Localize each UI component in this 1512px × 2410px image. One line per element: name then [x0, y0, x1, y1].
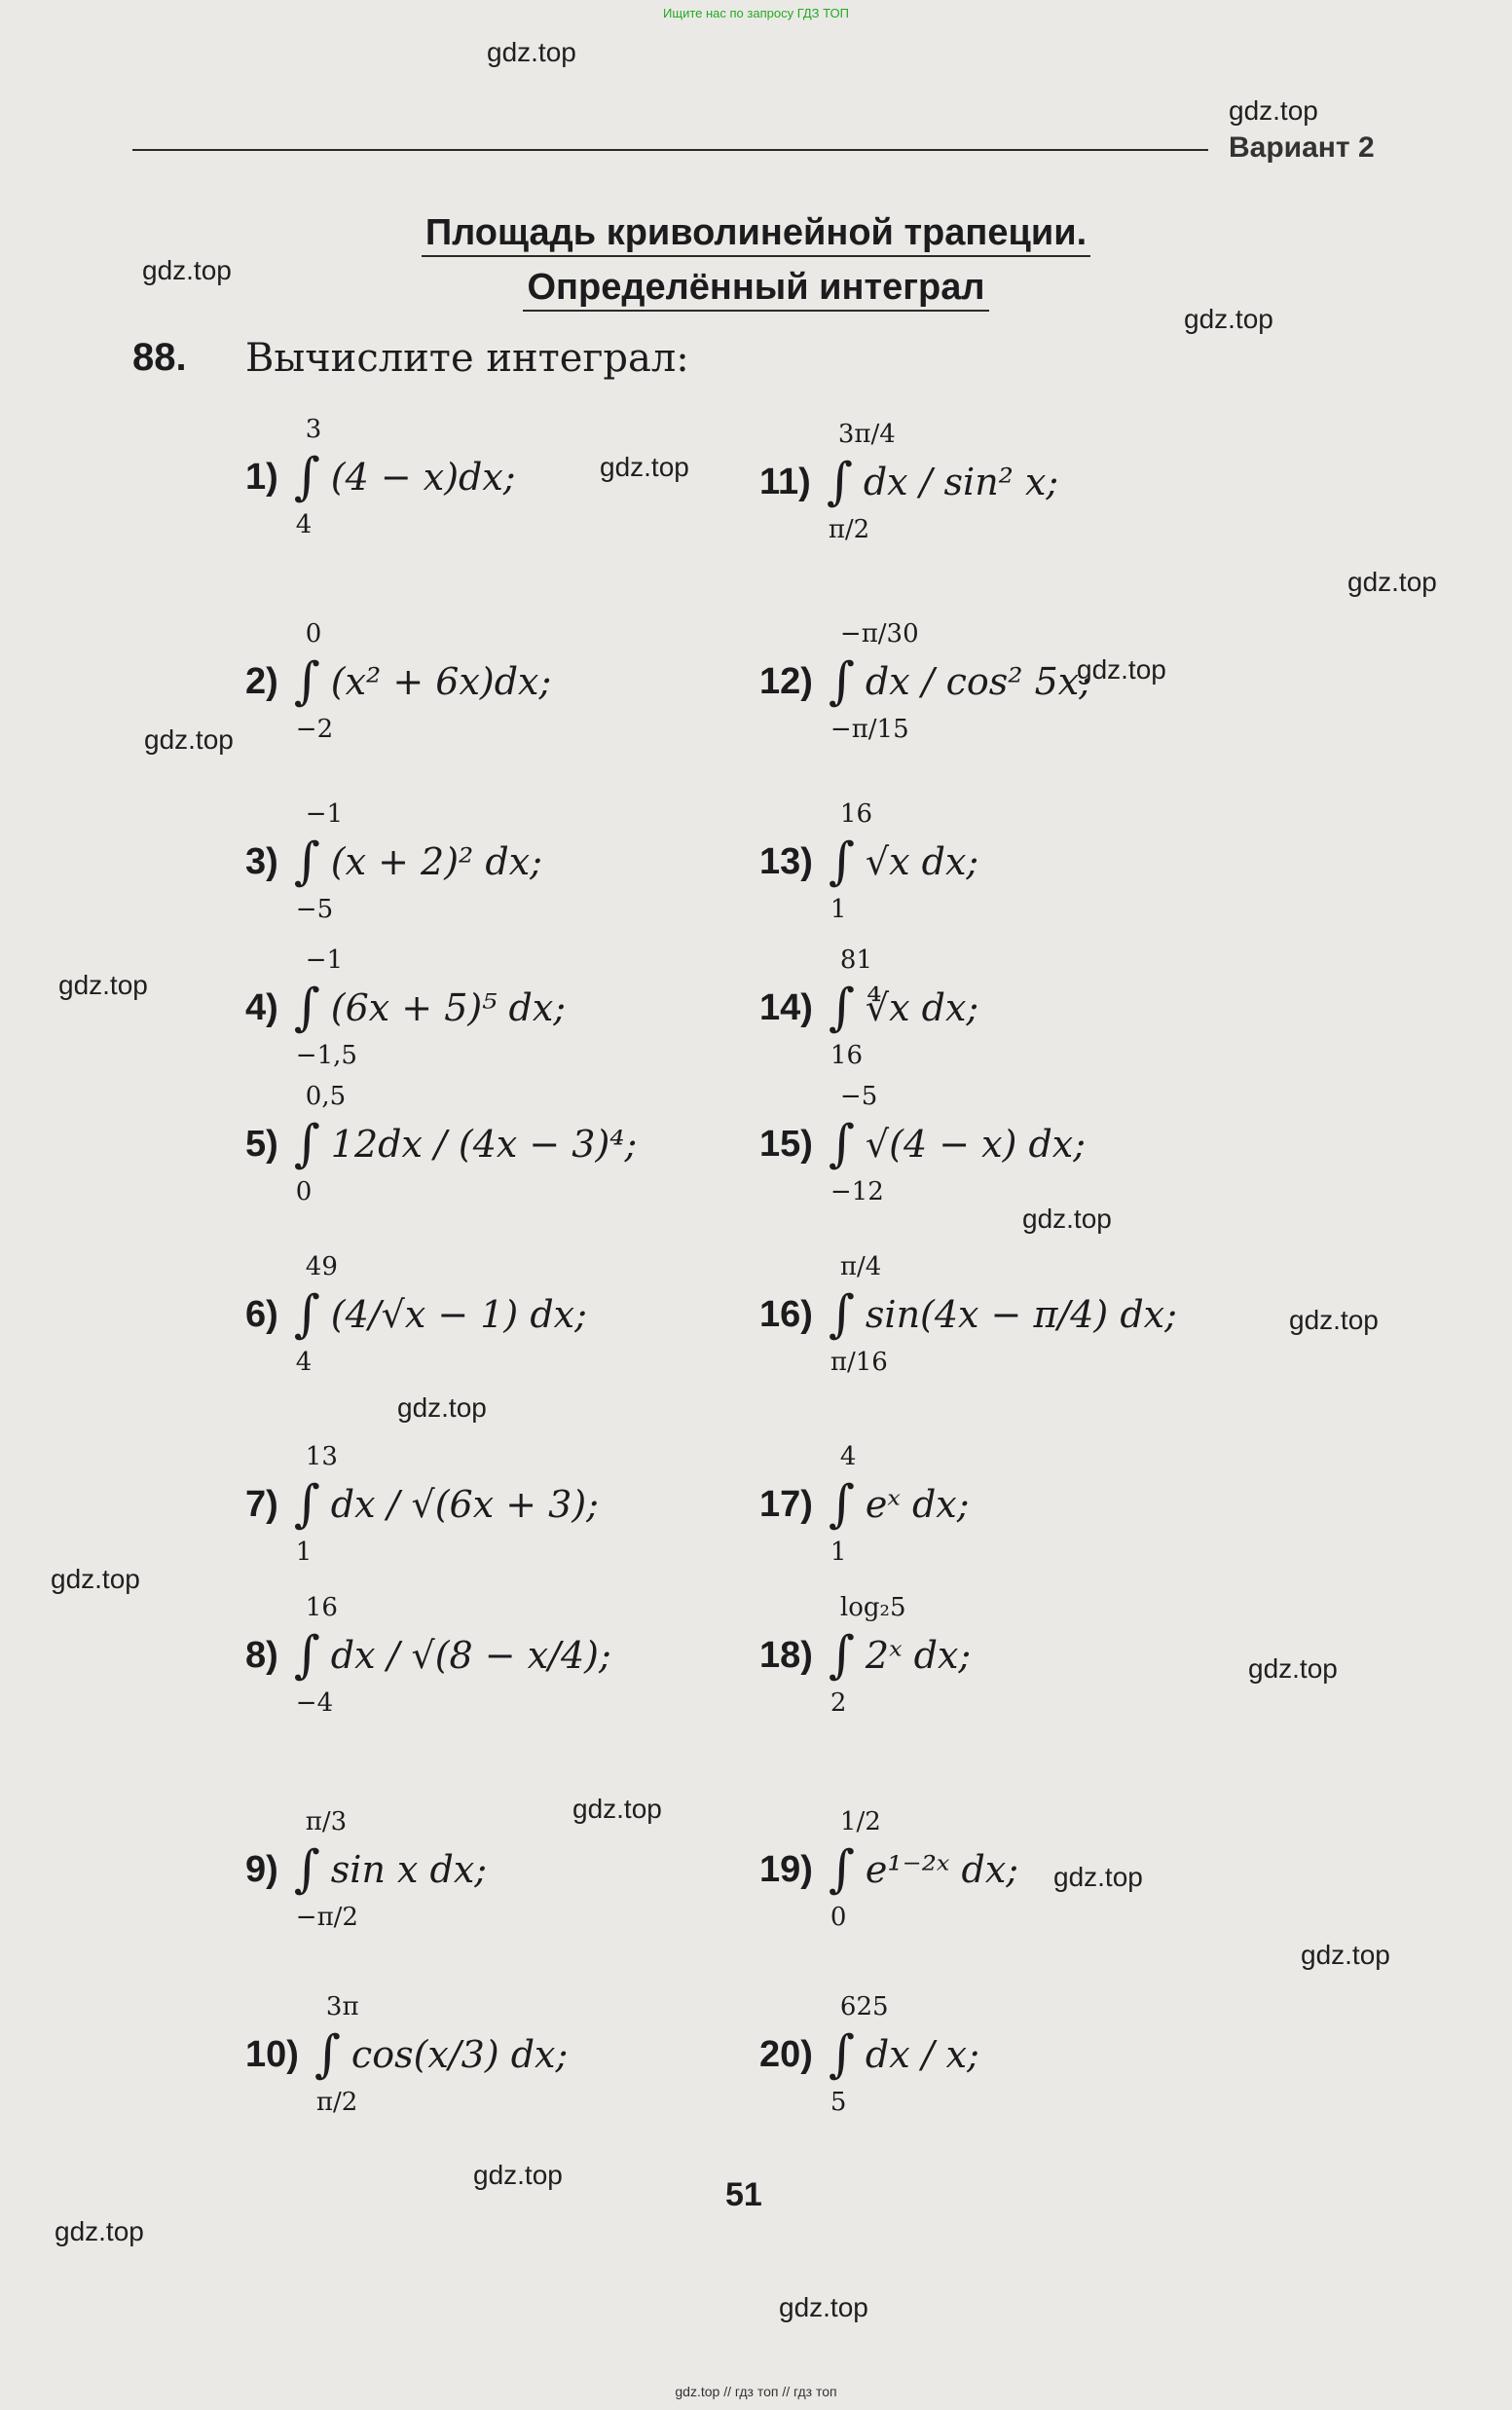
- watermark: gdz.top: [144, 724, 234, 755]
- exercise-item: 1) 3 ∫ 4 (4 − x)dx;: [245, 415, 516, 539]
- exercise-item: 7) 13 ∫ 1 dx / √(6x + 3);: [245, 1442, 599, 1567]
- exercise-item: 8) 16 ∫ −4 dx / √(8 − x/4);: [245, 1593, 611, 1718]
- watermark: gdz.top: [1301, 1940, 1390, 1970]
- watermark: gdz.top: [1184, 304, 1273, 334]
- integral-sign: 3π/4 ∫ π/2: [826, 420, 896, 544]
- watermark: gdz.top: [1053, 1862, 1143, 1892]
- integral-sign: 49 ∫ 4: [293, 1252, 338, 1377]
- section-title-line-1: Площадь криволинейной трапеции.: [0, 212, 1512, 254]
- task-text: Вычислите интеграл:: [245, 336, 689, 381]
- integral-sign: 1/2 ∫ 0: [828, 1807, 881, 1932]
- watermark: gdz.top: [473, 2160, 563, 2190]
- exercise-item: 16) π/4 ∫ π/16 sin(4x − π/4) dx;: [759, 1252, 1177, 1377]
- exercise-item: 5) 0,5 ∫ 0 12dx / (4x − 3)⁴;: [245, 1082, 638, 1206]
- exercise-item: 15) −5 ∫ −12 √(4 − x) dx;: [759, 1082, 1087, 1206]
- integral-sign: −1 ∫ −5: [293, 799, 344, 924]
- watermark: gdz.top: [397, 1392, 487, 1423]
- integral-sign: −5 ∫ −12: [828, 1082, 884, 1206]
- header-rule: [132, 149, 1208, 151]
- exercise-item: 17) 4 ∫ 1 eˣ dx;: [759, 1442, 970, 1567]
- watermark: gdz.top: [142, 255, 232, 285]
- exercise-item: 6) 49 ∫ 4 (4/√x − 1) dx;: [245, 1252, 587, 1377]
- integral-sign: 16 ∫ −4: [293, 1593, 338, 1718]
- exercise-item: 4) −1 ∫ −1,5 (6x + 5)⁵ dx;: [245, 945, 567, 1070]
- integral-sign: 81 ∫ 16: [828, 945, 873, 1070]
- watermark: gdz.top: [1347, 567, 1437, 597]
- watermark: gdz.top: [1248, 1653, 1338, 1684]
- watermark: gdz.top: [1077, 654, 1166, 685]
- exercise-item: 9) π/3 ∫ −π/2 sin x dx;: [245, 1807, 488, 1932]
- top-banner: Ищите нас по запросу ГДЗ ТОП: [663, 6, 849, 20]
- integral-sign: 3 ∫ 4: [293, 415, 322, 539]
- watermark: gdz.top: [600, 452, 689, 482]
- bottom-banner: gdz.top // гдз топ // гдз топ: [675, 2384, 837, 2399]
- watermark: gdz.top: [51, 1564, 140, 1594]
- exercise-item: 3) −1 ∫ −5 (x + 2)² dx;: [245, 799, 542, 924]
- exercise-item: 20) 625 ∫ 5 dx / x;: [759, 1992, 979, 2117]
- exercise-item: 18) log₂5 ∫ 2 2ˣ dx;: [759, 1593, 972, 1718]
- integral-sign: −1 ∫ −1,5: [293, 945, 357, 1070]
- integral-sign: 3π ∫ π/2: [313, 1992, 359, 2117]
- integral-sign: −π/30 ∫ −π/15: [828, 619, 919, 744]
- variant-label: Вариант 2: [1229, 131, 1375, 164]
- exercise-item: 10) 3π ∫ π/2 cos(x/3) dx;: [245, 1992, 569, 2117]
- page-number: 51: [725, 2176, 762, 2213]
- watermark: gdz.top: [55, 2216, 144, 2246]
- integral-sign: 16 ∫ 1: [828, 799, 873, 924]
- integral-sign: π/4 ∫ π/16: [828, 1252, 888, 1377]
- watermark: gdz.top: [1229, 95, 1318, 126]
- integral-sign: 0 ∫ −2: [293, 619, 334, 744]
- integral-sign: 0,5 ∫ 0: [293, 1082, 347, 1206]
- watermark: gdz.top: [487, 37, 576, 67]
- integral-sign: π/3 ∫ −π/2: [293, 1807, 358, 1932]
- watermark: gdz.top: [779, 2292, 868, 2322]
- exercise-item: 11) 3π/4 ∫ π/2 dx / sin² x;: [759, 420, 1059, 544]
- integral-sign: 625 ∫ 5: [828, 1992, 889, 2117]
- watermark: gdz.top: [1289, 1305, 1379, 1335]
- exercise-item: 19) 1/2 ∫ 0 e¹⁻²ˣ dx;: [759, 1807, 1019, 1932]
- watermark: gdz.top: [58, 970, 148, 1000]
- section-title-line-2: Определённый интеграл: [0, 267, 1512, 309]
- integral-sign: 13 ∫ 1: [293, 1442, 338, 1567]
- integral-sign: 4 ∫ 1: [828, 1442, 857, 1567]
- task-number: 88.: [132, 336, 187, 379]
- watermark: gdz.top: [572, 1794, 662, 1824]
- watermark: gdz.top: [1022, 1204, 1112, 1234]
- exercise-item: 14) 81 ∫ 16 ∜x dx;: [759, 945, 979, 1070]
- exercise-item: 13) 16 ∫ 1 √x dx;: [759, 799, 979, 924]
- integral-sign: log₂5 ∫ 2: [828, 1593, 906, 1718]
- exercise-item: 12) −π/30 ∫ −π/15 dx / cos² 5x;: [759, 619, 1092, 744]
- exercise-item: 2) 0 ∫ −2 (x² + 6x)dx;: [245, 619, 552, 744]
